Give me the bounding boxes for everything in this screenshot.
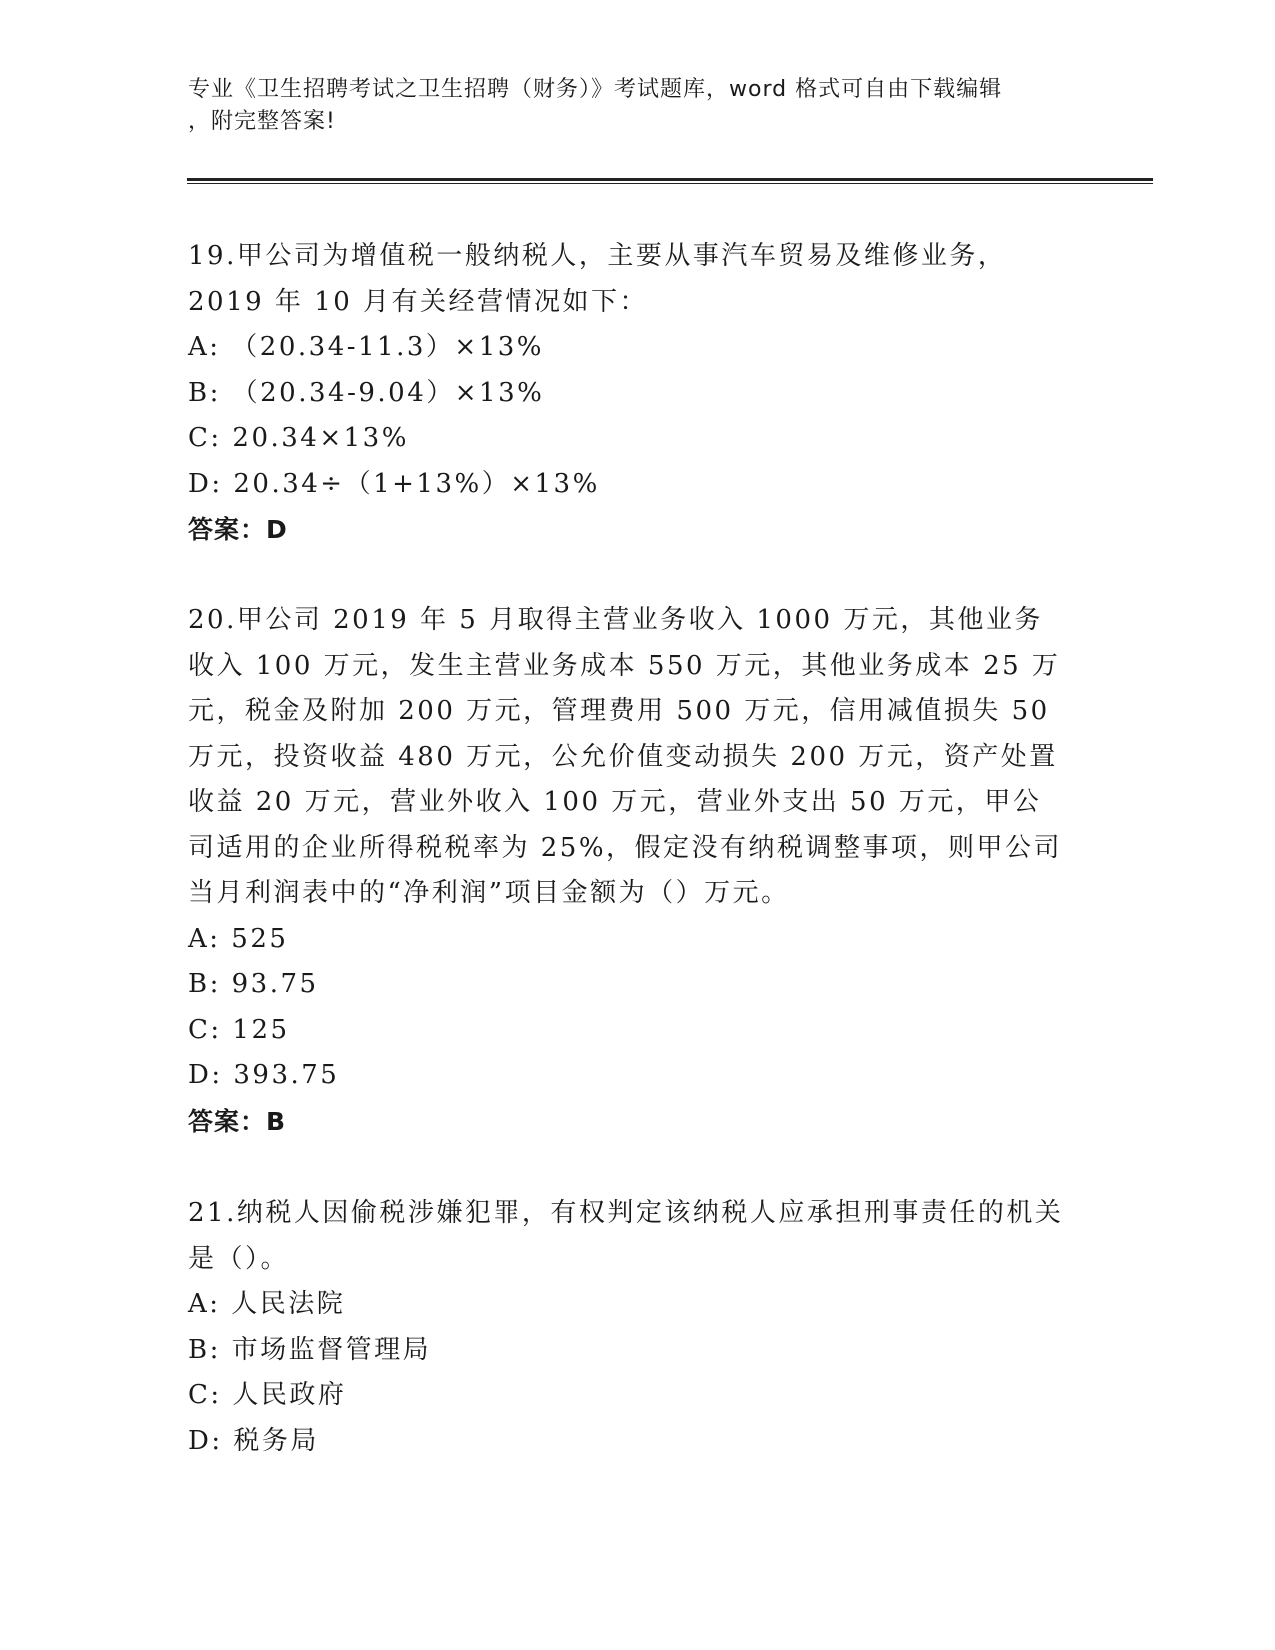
question-21	[188, 1191, 1068, 1464]
question-stem: 19.甲公司为增值税一般纳税人，主要从事汽车贸易及维修业务，2019 年 10 月有关经营情况如下：	[188, 241, 1007, 317]
option-b: B: 市场监督管理局	[188, 1334, 432, 1365]
question-stem: 20.甲公司 2019 年 5 月取得主营业务收入 1000 万元，其他业务收入 100 万元，发生主营业务成本 550 万元，其他业务成本 25 万元，税金及附加 200 万元，管理费用 500 万元，信用减值损失 50 万元，投资收益 480 万元，公允价值变动损失 200 万元，资产处置收益 20 万元，营业外收入 100 万元，营业外支出 50 万元，甲公司适用的企业所得税税率为 25%，假定没有纳税调整事项，则甲公司当月利润表中的“净利润”项目金额为（）万元。	[188, 605, 1063, 908]
option-c: C: 20.34×13%	[188, 423, 409, 453]
question-20	[188, 598, 1068, 1144]
option-a: A: 人民法院	[188, 1289, 346, 1319]
header-line-1: 专业《卫生招聘考试之卫生招聘（财务）》考试题库，word 格式可自由下载编辑	[188, 77, 1003, 102]
question-stem: 21.纳税人因偷税涉嫌犯罪，有权判定该纳税人应承担刑事责任的机关是（）。	[188, 1198, 1064, 1274]
header-line-2: ，附完整答案!	[188, 109, 336, 134]
header-divider-thin	[187, 183, 1153, 184]
answer-label: 答案：B	[188, 1106, 287, 1136]
option-b: B: 93.75	[188, 969, 319, 999]
header-divider-thick	[187, 178, 1153, 181]
answer-label: 答案：D	[188, 515, 288, 544]
option-d: D: 393.75	[188, 1060, 340, 1090]
document-header	[188, 74, 1068, 138]
option-a: A: （20.34-11.3）×13%	[188, 332, 544, 362]
option-c: C: 125	[188, 1014, 290, 1045]
option-b: B: （20.34-9.04）×13%	[188, 377, 545, 408]
option-a: A: 525	[188, 923, 289, 954]
option-d: D: 20.34÷（1+13%）×13%	[188, 468, 600, 499]
option-d: D: 税务局	[188, 1425, 319, 1456]
option-c: C: 人民政府	[188, 1380, 347, 1410]
question-19	[188, 234, 1068, 553]
